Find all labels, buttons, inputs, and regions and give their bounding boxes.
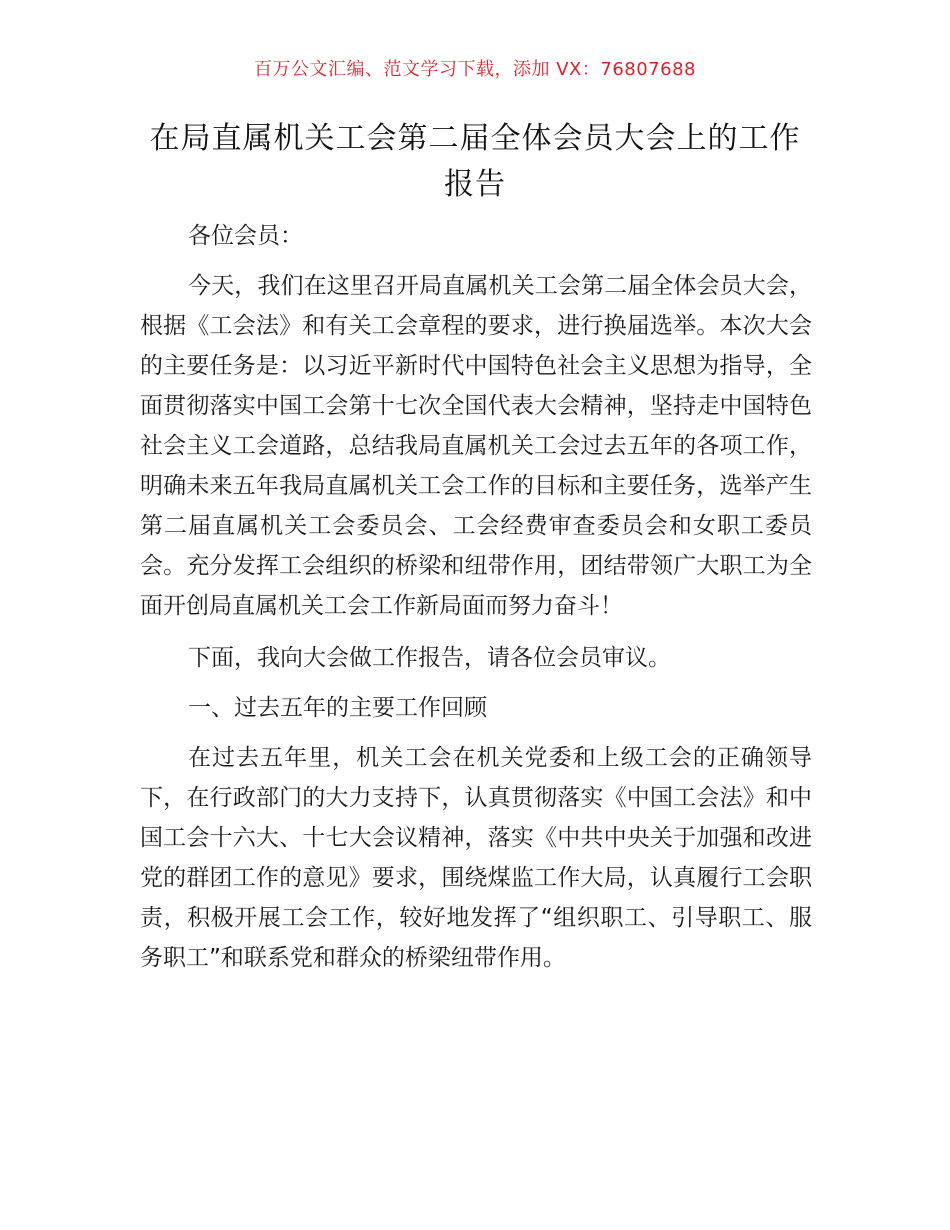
section-heading: 一、过去五年的主要工作回顾 [188,695,487,721]
document-title: 在局直属机关工会第二届全体会员大会上的工作报告 [149,121,801,202]
header-watermark-note: 百万公文汇编、范文学习下载，添加 VX：76807688 [254,59,696,80]
review-paragraph: 在过去五年里，机关工会在机关党委和上级工会的正确领导下，在行政部门的大力支持下，认真贯彻落实《中国工会法》和中国工会十六大、十七大会议精神，落实《中共中央关于加强和改进党的群团工作的意见》要求，围绕煤监工作大局，认真履行工会职责，积极开展工会工作，较好地发挥了“组织职工、引导职工、服务职工”和联系党和群众的桥梁纽带作用。 [140,745,812,971]
intro-paragraph: 今天，我们在这里召开局直属机关工会第二届全体会员大会，根据《工会法》和有关工会章程的要求，进行换届选举。本次大会的主要任务是：以习近平新时代中国特色社会主义思想为指导，全面贯彻落实中国工会第十七次全国代表大会精神，坚持走中国特色社会主义工会道路，总结我局直属机关工会过去五年的各项工作，明确未来五年我局直属机关工会工作的目标和主要任务，选举产生第二届直属机关工会委员会、工会经费审查委员会和女职工委员会。充分发挥工会组织的桥梁和纽带作用，团结带领广大职工为全面开创局直属机关工会工作新局面而努力奋斗！ [140,273,812,619]
salutation-paragraph: 各位会员： [188,223,303,249]
document-body [140,216,812,990]
report-intro-paragraph: 下面，我向大会做工作报告，请各位会员审议。 [188,645,671,671]
